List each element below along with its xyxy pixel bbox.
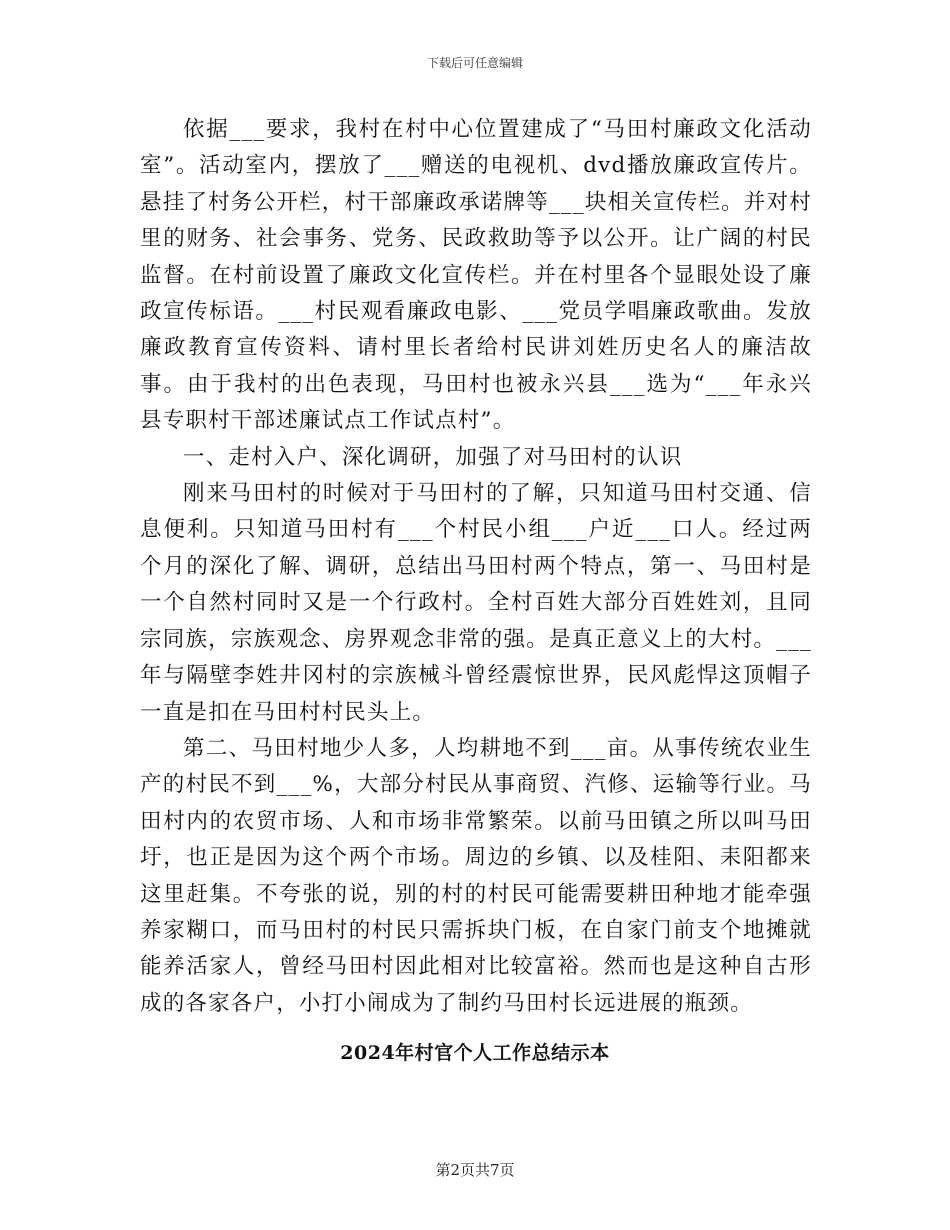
paragraph-1: 依据___要求，我村在村中心位置建成了“马田村廉政文化活动室”。活动室内，摆放了___赠送的电视机、dvd播放廉政宣传片。悬挂了村务公开栏，村干部廉政承诺牌等___块相关宣传栏。并对村里的财务、社会事务、党务、民政救助等予以公开。让广阔的村民监督。在村前设置了廉政文化宣传栏。并在村里各个显眼处设了廉政宣传标语。___村民观看廉政电影、___党员学唱廉政歌曲。发放廉政教育宣传资料、请村里长者给村民讲刘姓历史名人的廉洁故事。由于我村的出色表现，马田村也被永兴县___选为“___年永兴县专职村干部述廉试点工作试点村”。 [140, 117, 812, 434]
section-heading: 一、走村入户、深化调研，加强了对马田村的认识 [183, 444, 683, 470]
paragraph-2: 刚来马田村的时候对于马田村的了解，只知道马田村交通、信息便利。只知道马田村有___个村民小组___户近___口人。经过两个月的深化了解、调研，总结出马田村两个特点，第一、马田村是一个自然村同时又是一个行政村。全村百姓大部分百姓姓刘，且同宗同族，宗族观念、房界观念非常的强。是真正意义上的大村。___年与隔壁李姓井冈村的宗族械斗曾经震惊世界，民风彪悍这顶帽子一直是扣在马田村村民头上。 [140, 481, 812, 725]
page-number: 第2页共7页 [435, 1161, 515, 1179]
body-text [140, 112, 812, 1022]
header-note: 下载后可任意编辑 [426, 56, 523, 70]
document-title: 2024年村官个人工作总结示本 [340, 1042, 610, 1064]
paragraph-3: 第二、马田村地少人多，人均耕地不到___亩。从事传统农业生产的村民不到___%，大部分村民从事商贸、汽修、运输等行业。马田村内的农贸市场、人和市场非常繁荣。以前马田镇之所以叫马田圩，也正是因为这个两个市场。周边的乡镇、以及桂阳、耒阳都来这里赶集。不夸张的说，别的村的村民可能需要耕田种地才能牵强养家糊口，而马田村的村民只需拆块门板，在自家门前支个地摊就能养活家人，曾经马田村因此相对比较富裕。然而也是这种自古形成的各家各户，小打小闹成为了制约马田村长远进展的瓶颈。 [140, 735, 812, 1016]
